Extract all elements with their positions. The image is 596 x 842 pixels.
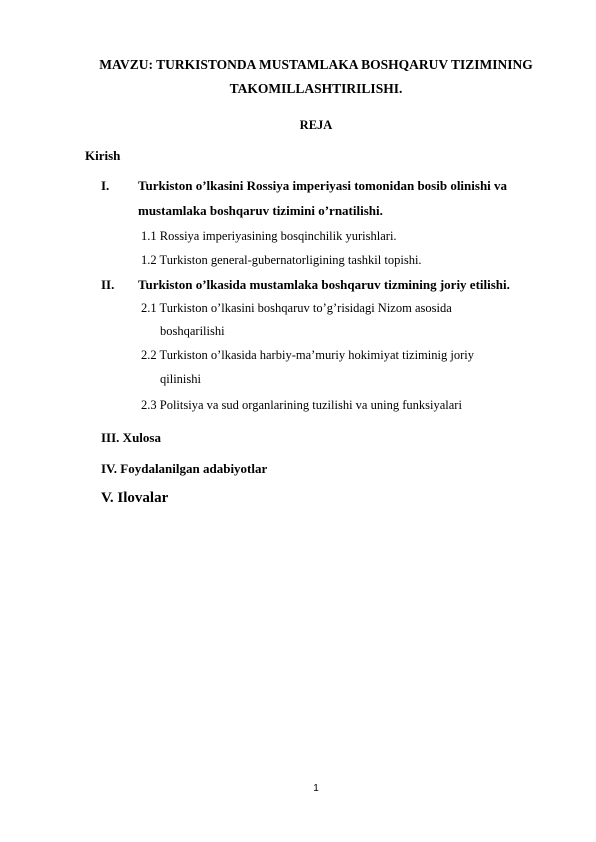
subitem-1-1: 1.1 Rossiya imperiyasining bosqinchilik yurishlari. [141,229,397,243]
subitem-1-2: 1.2 Turkiston general-gubernatorligining tashkil topishi. [141,253,422,267]
subitem-2-3: 2.3 Politsiya va sud organlarining tuzilishi va uning funksiyalari [141,398,462,412]
section-2-title-line-1: Turkiston o’lkasida mustamlaka boshqaruv tizmining joriy etilishi. [138,277,510,292]
document-title-line-2: TAKOMILLASHTIRILISHI. [229,81,403,96]
section-2-number: II. [101,277,115,292]
subitem-2-1-continuation: boshqarilishi [160,324,225,338]
subitem-2-1: 2.1 Turkiston o’lkasini boshqaruv to’g’risidagi Nizom asosida [141,301,452,315]
section-1-number: I. [101,178,110,193]
page-number: 1 [313,783,319,794]
references-item: IV. Foydalanilgan adabiyotlar [101,461,268,476]
subitem-2-2: 2.2 Turkiston o’lkasida harbiy-ma’muriy hokimiyat tiziminig joriy [141,348,474,362]
plan-heading: REJA [299,118,333,132]
conclusion-item: III. Xulosa [101,430,161,445]
intro-item: Kirish [85,148,121,163]
section-1-title-line-1: Turkiston o’lkasini Rossiya imperiyasi tomonidan bosib olinishi va [138,178,508,193]
appendix-item: V. Ilovalar [101,490,169,506]
section-1-title-line-2: mustamlaka boshqaruv tizimini o’rnatilishi. [138,203,383,218]
document-title-line-1: MAVZU: TURKISTONDA MUSTAMLAKA BOSHQARUV TIZIMINING [99,57,533,72]
subitem-2-2-continuation: qilinishi [160,372,201,386]
